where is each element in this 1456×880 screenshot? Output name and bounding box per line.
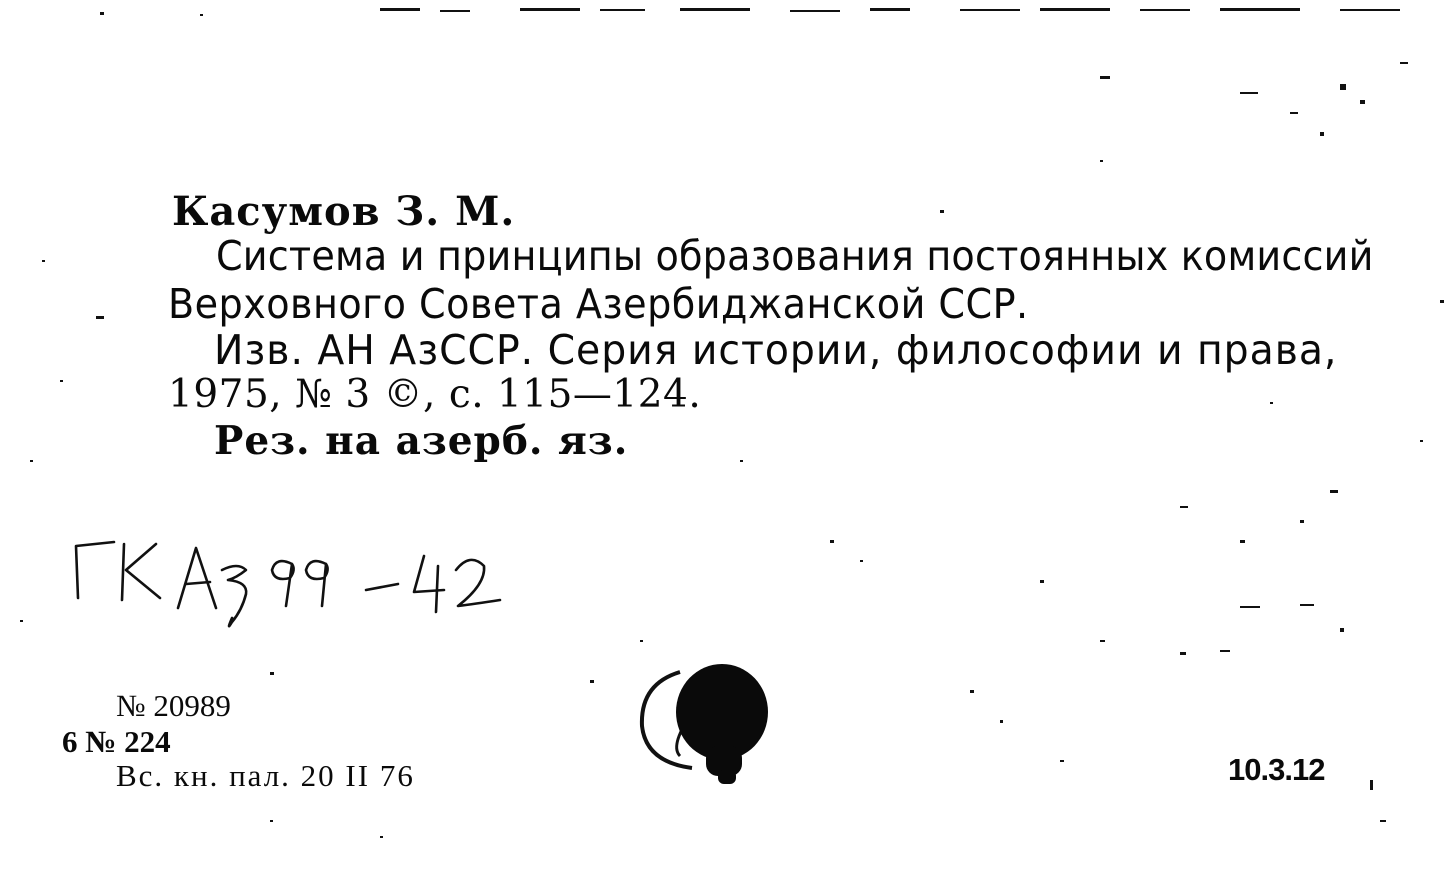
title-line-1: Система и принципы образования постоянных комиссий [216, 232, 1374, 280]
source-line-1: Изв. АН АзССР. Серия истории, философии и права, [214, 326, 1338, 374]
author-name: Касумов З. М. [172, 188, 516, 235]
punch-hole-icon [620, 656, 780, 796]
source-line-2: 1975, № 3 ©, с. 115—124. [168, 372, 702, 417]
book-chamber-line: Вс. кн. пал. 20 II 76 [116, 758, 415, 793]
classification-code: 10.3.12 [1228, 752, 1325, 787]
secondary-number: 6 № 224 [62, 724, 171, 759]
summary-note: Рез. на азерб. яз. [214, 418, 629, 464]
record-number: № 20989 [116, 688, 231, 723]
handwritten-shelfmark [70, 526, 530, 636]
title-line-2: Верховного Совета Азербиджанской ССР. [168, 280, 1029, 328]
